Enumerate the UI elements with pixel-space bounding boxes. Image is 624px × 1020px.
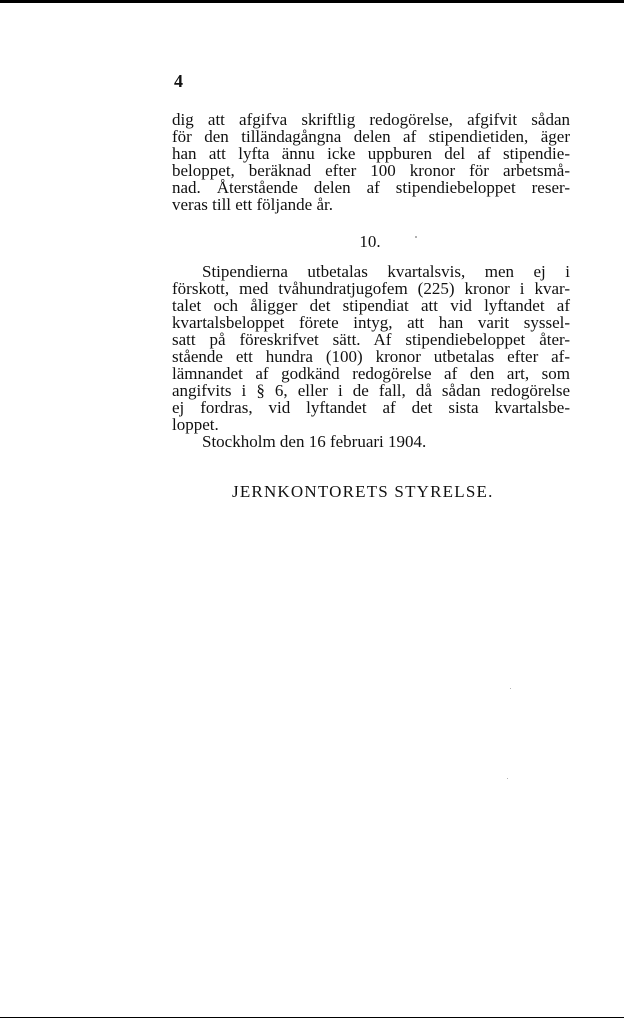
print-speck bbox=[415, 236, 417, 238]
section-10-line-7: lämnandet af godkänd redogörelse af den art, som bbox=[172, 364, 570, 383]
section-10-line-9: ej fordras, vid lyftandet af det sista kvartalsbe- bbox=[172, 398, 570, 417]
page-number: 4 bbox=[174, 71, 183, 91]
section-10-line-5: satt på föreskrifvet sätt. Af stipendiebeloppet åter- bbox=[172, 330, 570, 349]
signature: JERNKONTORETS STYRELSE. bbox=[232, 482, 494, 501]
section-10-line-8: angifvits i § 6, eller i de fall, då sådan redogörelse bbox=[172, 381, 570, 400]
print-speck bbox=[510, 688, 511, 689]
bottom-border-rule bbox=[0, 1017, 624, 1018]
section-10-line-4: kvartalsbeloppet förete intyg, att han varit syssel- bbox=[172, 313, 570, 332]
print-speck bbox=[507, 778, 508, 779]
top-border-rule bbox=[0, 0, 624, 3]
paragraph-1-line-6: veras till ett följande år. bbox=[172, 195, 333, 214]
section-10-line-2: förskott, med tvåhundratjugofem (225) kronor i kvar- bbox=[172, 279, 570, 298]
section-10-line-3: talet och åligger det stipendiat att vid lyftandet af bbox=[172, 296, 570, 315]
paragraph-1-line-4: beloppet, beräknad efter 100 kronor för arbetsmå- bbox=[172, 161, 570, 180]
place-date-line: Stockholm den 16 februari 1904. bbox=[202, 432, 427, 451]
section-10-line-6: stående ett hundra (100) kronor utbetalas efter af- bbox=[172, 347, 570, 366]
paragraph-1-line-2: för den tilländagångna delen af stipendietiden, äger bbox=[172, 127, 570, 146]
section-10-line-1: Stipendierna utbetalas kvartalsvis, men ej i bbox=[202, 262, 570, 281]
section-number: 10. bbox=[359, 232, 381, 251]
section-10-line-10: loppet. bbox=[172, 415, 219, 434]
paragraph-1-line-5: nad. Återstående delen af stipendiebeloppet reser- bbox=[172, 178, 570, 197]
paragraph-1-line-3: han att lyfta ännu icke uppburen del af stipendie- bbox=[172, 144, 570, 163]
paragraph-1-line-1: dig att afgifva skriftlig redogörelse, afgifvit sådan bbox=[172, 110, 570, 129]
